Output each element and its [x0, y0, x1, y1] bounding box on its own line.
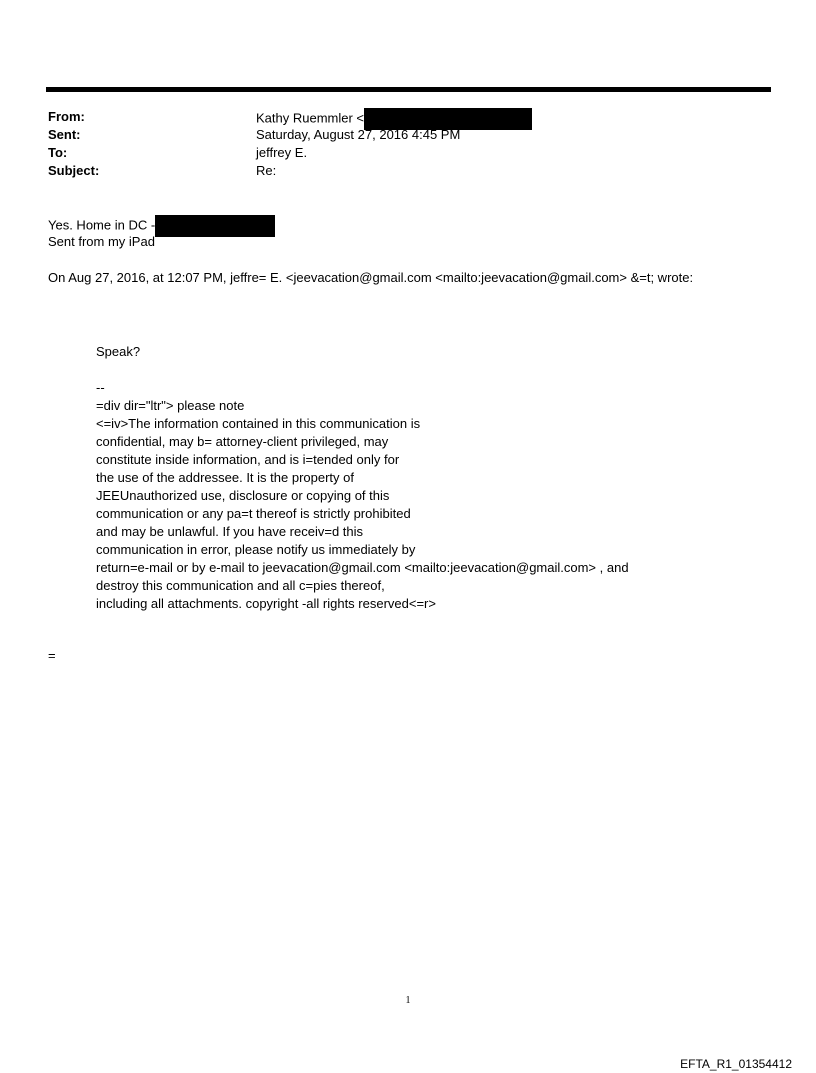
- trailing-marker: =: [48, 648, 56, 663]
- quoted-message: [96, 343, 696, 613]
- subject-value: Re:: [256, 163, 277, 178]
- page-number: 1: [405, 995, 411, 1006]
- to-value: jeffrey E.: [256, 145, 308, 160]
- sent-label: Sent:: [48, 127, 81, 142]
- quoted-text: Speak?: [96, 344, 141, 359]
- disclaimer-line: the use of the addressee. It is the property of: [96, 470, 354, 485]
- reply-text: Yes. Home in DC -: [48, 217, 156, 233]
- disclaimer-line: destroy this communication and all c=pies thereof,: [96, 578, 385, 593]
- redaction-block: [155, 215, 275, 237]
- attribution-line: On Aug 27, 2016, at 12:07 PM, jeffre= E. <jeevacation@gmail.com <mailto:jeevacation@gmail.com> &=t; wrote:: [48, 270, 694, 285]
- sent-value: Saturday, August 27, 2016 4:45 PM: [256, 127, 461, 142]
- disclaimer-line: JEEUnauthorized use, disclosure or copying of this: [96, 488, 390, 503]
- disclaimer-line: including all attachments. copyright -all rights reserved<=r>: [96, 596, 436, 611]
- disclaimer-line: communication or any pa=t thereof is strictly prohibited: [96, 506, 411, 521]
- signature-separator: --: [96, 380, 105, 395]
- disclaimer-line: communication in error, please notify us immediately by: [96, 542, 416, 557]
- disclaimer-line: =div dir="ltr"> please note: [96, 398, 245, 413]
- from-label: From:: [48, 109, 85, 124]
- bates-number: EFTA_R1_01354412: [680, 1057, 792, 1071]
- disclaimer-line: <=iv>The information contained in this communication is: [96, 416, 421, 431]
- header-rule: [46, 87, 771, 92]
- to-label: To:: [48, 145, 68, 160]
- reply-line-2: Sent from my iPad: [48, 234, 155, 249]
- disclaimer-line: and may be unlawful. If you have receiv=d this: [96, 524, 364, 539]
- disclaimer-line: confidential, may b= attorney-client privileged, may: [96, 434, 389, 449]
- subject-label: Subject:: [48, 163, 100, 178]
- from-name: Kathy Ruemmler <: [256, 110, 365, 126]
- disclaimer-line: return=e-mail or by e-mail to jeevacation@gmail.com <mailto:jeevacation@gmail.com> , and: [96, 560, 629, 575]
- disclaimer-line: constitute inside information, and is i=tended only for: [96, 452, 400, 467]
